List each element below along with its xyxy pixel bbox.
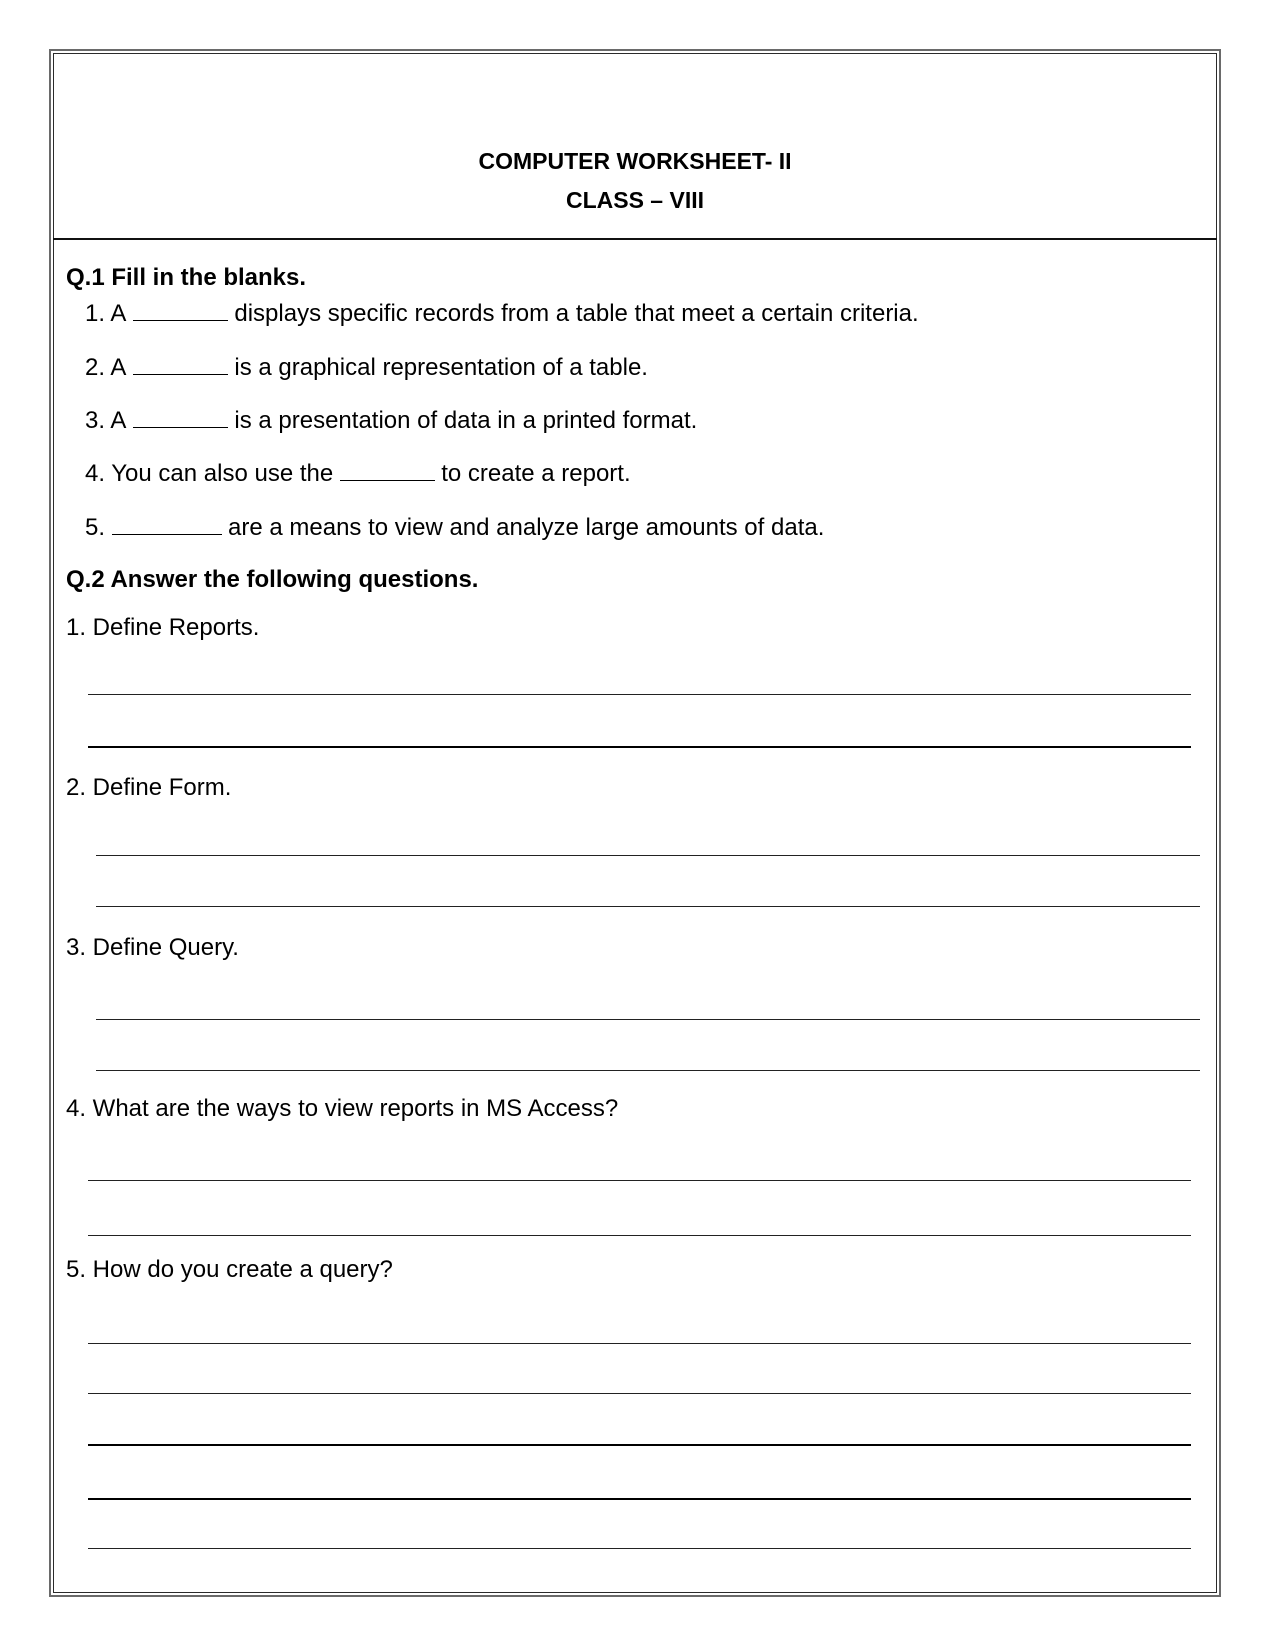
question-4: 4. What are the ways to view reports in MS Access?	[66, 1095, 619, 1122]
blank-field[interactable]	[133, 352, 228, 375]
worksheet-title: COMPUTER WORKSHEET- II	[478, 148, 792, 174]
answer-line[interactable]	[88, 694, 1191, 695]
header-divider	[53, 238, 1217, 240]
question-3: 3. Define Query.	[66, 934, 239, 961]
answer-line[interactable]	[96, 855, 1200, 856]
class-label: CLASS – VIII	[565, 187, 705, 213]
question-5: 5. How do you create a query?	[66, 1256, 393, 1283]
answer-line[interactable]	[88, 1498, 1191, 1500]
q2-heading: Q.2 Answer the following questions.	[66, 566, 479, 593]
answer-line[interactable]	[96, 906, 1200, 907]
question-1: 1. Define Reports.	[66, 614, 260, 641]
answer-line[interactable]	[88, 1235, 1191, 1236]
answer-line[interactable]	[88, 1444, 1191, 1446]
answer-line[interactable]	[88, 1393, 1191, 1394]
question-2: 2. Define Form.	[66, 774, 232, 801]
answer-line[interactable]	[88, 1343, 1191, 1344]
fill-blank-item-4: 4. You can also use the to create a report.	[85, 460, 631, 487]
fill-blank-item-5: 5. are a means to view and analyze large amounts of data.	[85, 514, 825, 541]
answer-line[interactable]	[88, 746, 1191, 748]
answer-line[interactable]	[88, 1548, 1191, 1549]
answer-line[interactable]	[96, 1070, 1200, 1071]
answer-line[interactable]	[96, 1019, 1200, 1020]
answer-line[interactable]	[88, 1180, 1191, 1181]
fill-blank-item-3: 3. A is a presentation of data in a printed format.	[85, 407, 698, 434]
blank-field[interactable]	[340, 458, 435, 481]
blank-field[interactable]	[133, 405, 228, 428]
fill-blank-item-2: 2. A is a graphical representation of a table.	[85, 354, 648, 381]
fill-blank-item-1: 1. A displays specific records from a table that meet a certain criteria.	[85, 300, 919, 327]
blank-field[interactable]	[133, 298, 228, 321]
blank-field[interactable]	[112, 512, 222, 535]
q1-heading: Q.1 Fill in the blanks.	[66, 264, 307, 291]
